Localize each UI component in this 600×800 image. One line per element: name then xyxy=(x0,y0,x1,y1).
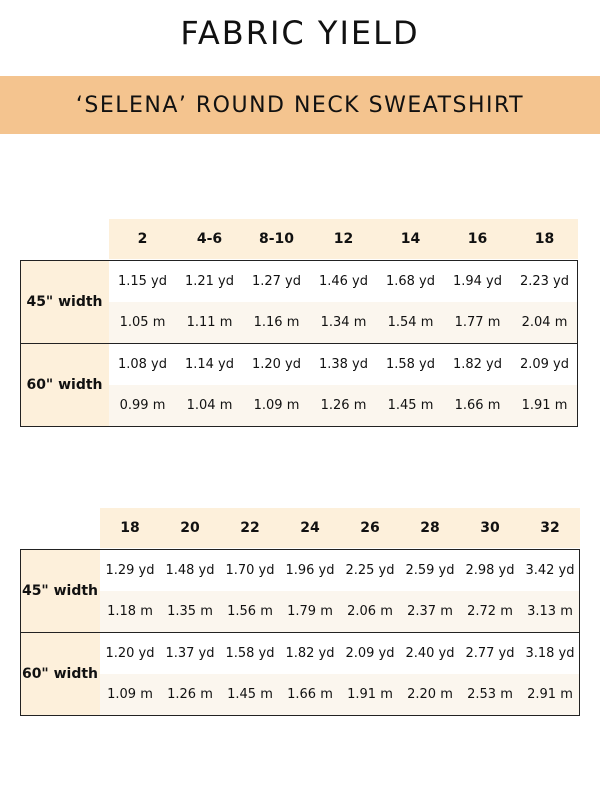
yield-meters-cell: 1.79 m xyxy=(287,604,333,619)
yards-row xyxy=(100,633,580,674)
yield-meters-cell: 1.09 m xyxy=(253,398,300,413)
yield-yards-cell: 2.59 yd xyxy=(405,563,455,578)
yield-yards-cell: 2.23 yd xyxy=(519,274,570,289)
yield-meters-cell: 2.04 m xyxy=(521,315,568,330)
yield-yards-cell: 1.58 yd xyxy=(385,357,436,372)
page-title: FABRIC YIELD xyxy=(180,14,420,52)
yield-meters-cell: 1.91 m xyxy=(521,398,568,413)
yield-yards-cell: 2.40 yd xyxy=(405,646,455,661)
size-header: 18 xyxy=(534,231,555,247)
yield-yards-cell: 1.27 yd xyxy=(251,274,302,289)
size-header: 26 xyxy=(360,520,380,536)
yield-yards-cell: 1.68 yd xyxy=(385,274,436,289)
width-group xyxy=(20,343,578,426)
yield-yards-cell: 1.08 yd xyxy=(117,357,168,372)
yield-meters-cell: 1.04 m xyxy=(186,398,233,413)
yield-meters-cell: 1.66 m xyxy=(287,687,333,702)
size-header: 28 xyxy=(420,520,440,536)
yield-meters-cell: 2.72 m xyxy=(467,604,513,619)
meters-row xyxy=(100,591,580,632)
yield-yards-cell: 2.77 yd xyxy=(465,646,515,661)
yield-meters-cell: 3.13 m xyxy=(527,604,573,619)
yield-yards-cell: 2.09 yd xyxy=(345,646,395,661)
pattern-name-banner xyxy=(0,76,600,134)
size-header: 24 xyxy=(300,520,320,536)
size-header: 8-10 xyxy=(258,231,295,247)
yield-meters-cell: 1.11 m xyxy=(186,315,233,330)
yield-yards-cell: 1.48 yd xyxy=(165,563,215,578)
yield-yards-cell: 1.20 yd xyxy=(105,646,155,661)
size-header: 32 xyxy=(540,520,560,536)
yards-row xyxy=(109,261,578,302)
yield-meters-cell: 2.91 m xyxy=(527,687,573,702)
yield-yards-cell: 1.29 yd xyxy=(105,563,155,578)
fabric-width-label: 60" width xyxy=(20,633,100,715)
yield-yards-cell: 2.98 yd xyxy=(465,563,515,578)
yield-meters-cell: 1.26 m xyxy=(320,398,367,413)
yield-meters-cell: 1.77 m xyxy=(454,315,501,330)
yield-yards-cell: 2.25 yd xyxy=(345,563,395,578)
yield-yards-cell: 3.18 yd xyxy=(525,646,575,661)
yield-meters-cell: 1.16 m xyxy=(253,315,300,330)
yield-meters-cell: 2.06 m xyxy=(347,604,393,619)
yield-yards-cell: 1.82 yd xyxy=(452,357,503,372)
size-header-row xyxy=(109,219,578,259)
yield-yards-cell: 1.82 yd xyxy=(285,646,335,661)
yield-yards-cell: 1.15 yd xyxy=(117,274,168,289)
yield-meters-cell: 2.20 m xyxy=(407,687,453,702)
yield-meters-cell: 2.37 m xyxy=(407,604,453,619)
yield-yards-cell: 1.96 yd xyxy=(285,563,335,578)
yield-yards-cell: 3.42 yd xyxy=(525,563,575,578)
yield-yards-cell: 1.14 yd xyxy=(184,357,235,372)
fabric-width-label: 60" width xyxy=(20,344,109,426)
yield-meters-cell: 1.05 m xyxy=(119,315,166,330)
width-group xyxy=(20,549,580,632)
size-header: 20 xyxy=(180,520,200,536)
yards-row xyxy=(109,344,578,385)
yield-yards-cell: 1.37 yd xyxy=(165,646,215,661)
meters-row xyxy=(109,302,578,343)
yield-yards-cell: 1.38 yd xyxy=(318,357,369,372)
yield-yards-cell: 1.70 yd xyxy=(225,563,275,578)
yield-meters-cell: 1.09 m xyxy=(107,687,153,702)
fabric-width-label: 45" width xyxy=(20,261,109,343)
size-header: 22 xyxy=(240,520,260,536)
yield-meters-cell: 1.35 m xyxy=(167,604,213,619)
yield-yards-cell: 1.58 yd xyxy=(225,646,275,661)
yield-meters-cell: 1.26 m xyxy=(167,687,213,702)
yield-meters-cell: 1.66 m xyxy=(454,398,501,413)
yield-yards-cell: 1.46 yd xyxy=(318,274,369,289)
yield-yards-cell: 1.20 yd xyxy=(251,357,302,372)
width-group xyxy=(20,260,578,343)
fabric-width-label: 45" width xyxy=(20,550,100,632)
size-header: 12 xyxy=(333,231,354,247)
size-header: 16 xyxy=(467,231,488,247)
meters-row xyxy=(109,385,578,426)
yield-meters-cell: 0.99 m xyxy=(119,398,166,413)
yield-yards-cell: 1.21 yd xyxy=(184,274,235,289)
width-group xyxy=(20,632,580,715)
size-header: 30 xyxy=(480,520,500,536)
yield-meters-cell: 1.45 m xyxy=(227,687,273,702)
yield-meters-cell: 2.53 m xyxy=(467,687,513,702)
yield-yards-cell: 1.94 yd xyxy=(452,274,503,289)
meters-row xyxy=(100,674,580,715)
yield-meters-cell: 1.91 m xyxy=(347,687,393,702)
size-header-row xyxy=(100,508,580,548)
pattern-name: ‘SELENA’ ROUND NECK SWEATSHIRT xyxy=(75,92,525,118)
yield-meters-cell: 1.56 m xyxy=(227,604,273,619)
yards-row xyxy=(100,550,580,591)
yield-meters-cell: 1.54 m xyxy=(387,315,434,330)
size-header: 4-6 xyxy=(196,231,223,247)
yield-meters-cell: 1.18 m xyxy=(107,604,153,619)
size-header: 2 xyxy=(137,231,148,247)
yield-yards-cell: 2.09 yd xyxy=(519,357,570,372)
size-header: 14 xyxy=(400,231,421,247)
yield-meters-cell: 1.45 m xyxy=(387,398,434,413)
size-header: 18 xyxy=(120,520,140,536)
yield-meters-cell: 1.34 m xyxy=(320,315,367,330)
